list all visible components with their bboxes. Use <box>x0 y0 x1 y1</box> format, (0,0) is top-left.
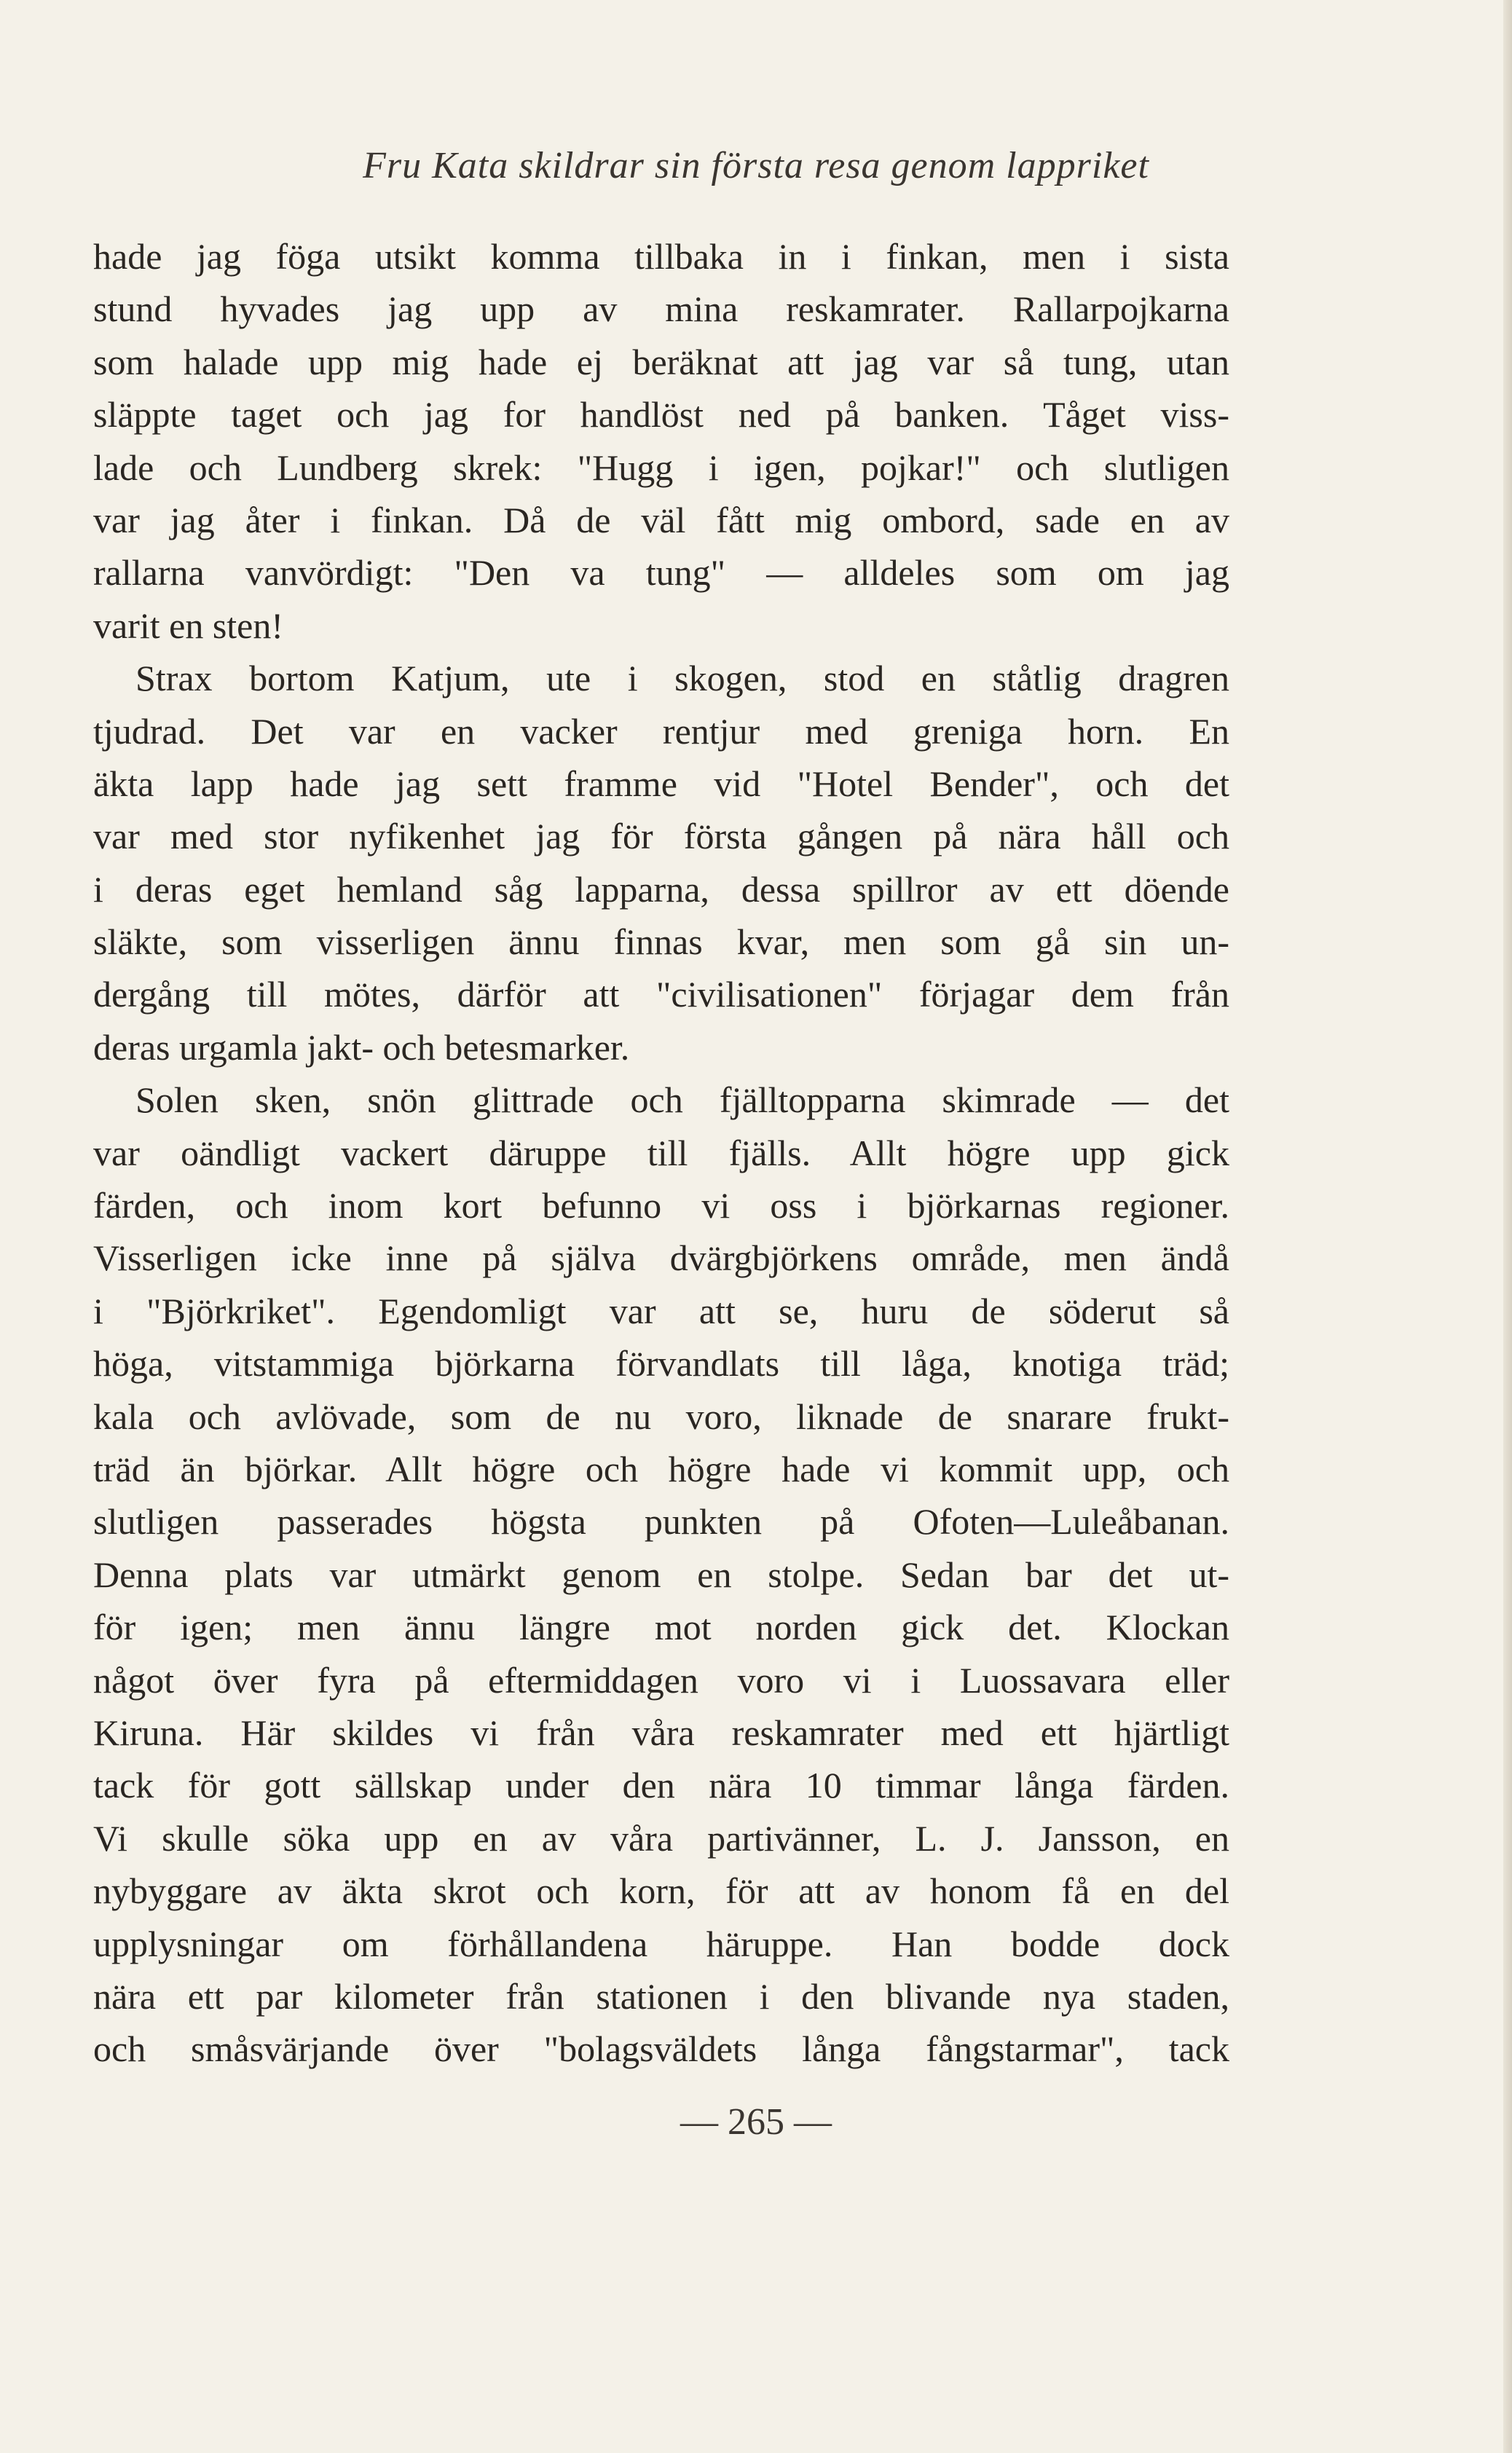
text-line: nära ett par kilometer från stationen i den blivande nya staden, <box>93 1975 1229 2017</box>
text-line: lade och Lundberg skrek: "Hugg i igen, pojkar!" och slutligen <box>93 446 1229 488</box>
text-line: Denna plats var utmärkt genom en stolpe. Sedan bar det ut- <box>93 1554 1229 1595</box>
text-line: äkta lapp hade jag sett framme vid "Hotel Bender", och det <box>93 763 1229 804</box>
text-line: stund hyvades jag upp av mina reskamrater. Rallarpojkarna <box>93 288 1229 330</box>
text-line: slutligen passerades högsta punkten på Ofoten—Luleåbanan. <box>93 1501 1229 1543</box>
text-line: Kiruna. Här skildes vi från våra reskamrater med ett hjärtligt <box>93 1712 1229 1753</box>
text-line: kala och avlövade, som de nu voro, liknade de snarare frukt- <box>93 1395 1229 1437</box>
text-line: för igen; men ännu längre mot norden gick det. Klockan <box>93 1607 1229 1648</box>
page-number: — 265 — <box>680 2101 832 2143</box>
text-line: var med stor nyfikenhet jag för första gången på nära håll och <box>93 816 1229 857</box>
text-line: i deras eget hemland såg lapparna, dessa spillror av ett döende <box>93 868 1229 910</box>
text-line: och småsvärjande över "bolagsväldets långa fångstarmar", tack <box>93 2028 1229 2070</box>
text-line: färden, och inom kort befunno vi oss i björkarnas regioner. <box>93 1185 1229 1226</box>
text-line: som halade upp mig hade ej beräknat att jag var så tung, utan <box>93 341 1229 382</box>
running-head: Fru Kata skildrar sin första resa genom lappriket <box>363 145 1149 186</box>
text-line: släppte taget och jag for handlöst ned på banken. Tåget viss- <box>93 394 1229 436</box>
text-line: nybyggare av äkta skrot och korn, för att av honom få en del <box>93 1870 1229 1912</box>
text-line: var jag åter i finkan. Då de väl fått mig ombord, sade en av <box>93 499 1229 540</box>
text-line: tjudrad. Det var en vacker rentjur med greniga horn. En <box>93 710 1229 752</box>
text-line: Visserligen icke inne på själva dvärgbjörkens område, men ändå <box>93 1237 1229 1279</box>
text-line: var oändligt vackert däruppe till fjälls. Allt högre upp gick <box>93 1132 1229 1173</box>
text-line: tack för gott sällskap under den nära 10 timmar långa färden. <box>93 1765 1229 1806</box>
text-line-paragraph-end: deras urgamla jakt- och betesmarker. <box>93 1026 630 1068</box>
text-line: dergång till mötes, därför att "civilisationen" förjagar dem från <box>93 974 1229 1015</box>
text-line: hade jag föga utsikt komma tillbaka in i finkan, men i sista <box>93 236 1229 277</box>
text-line: höga, vitstammiga björkarna förvandlats till låga, knotiga träd; <box>93 1343 1229 1385</box>
text-line: Vi skulle söka upp en av våra partivänner, L. J. Jansson, en <box>93 1817 1229 1859</box>
text-line: Solen sken, snön glittrade och fjälltopparna skimrade — det <box>135 1079 1229 1121</box>
text-line: upplysningar om förhållandena häruppe. Han bodde dock <box>93 1923 1229 1964</box>
text-line: något över fyra på eftermiddagen voro vi i Luossavara eller <box>93 1659 1229 1701</box>
text-line: släkte, som visserligen ännu finnas kvar, men som gå sin un- <box>93 921 1229 963</box>
text-line: rallarna vanvördigt: "Den va tung" — alldeles som om jag <box>93 552 1229 594</box>
text-line: i "Björkriket". Egendomligt var att se, huru de söderut så <box>93 1290 1229 1331</box>
text-line: Strax bortom Katjum, ute i skogen, stod en ståtlig dragren <box>135 658 1229 699</box>
text-line-paragraph-end: varit en sten! <box>93 605 284 646</box>
text-line: träd än björkar. Allt högre och högre hade vi kommit upp, och <box>93 1448 1229 1489</box>
body-text <box>93 230 1229 2076</box>
page-edge <box>1503 0 1512 2453</box>
